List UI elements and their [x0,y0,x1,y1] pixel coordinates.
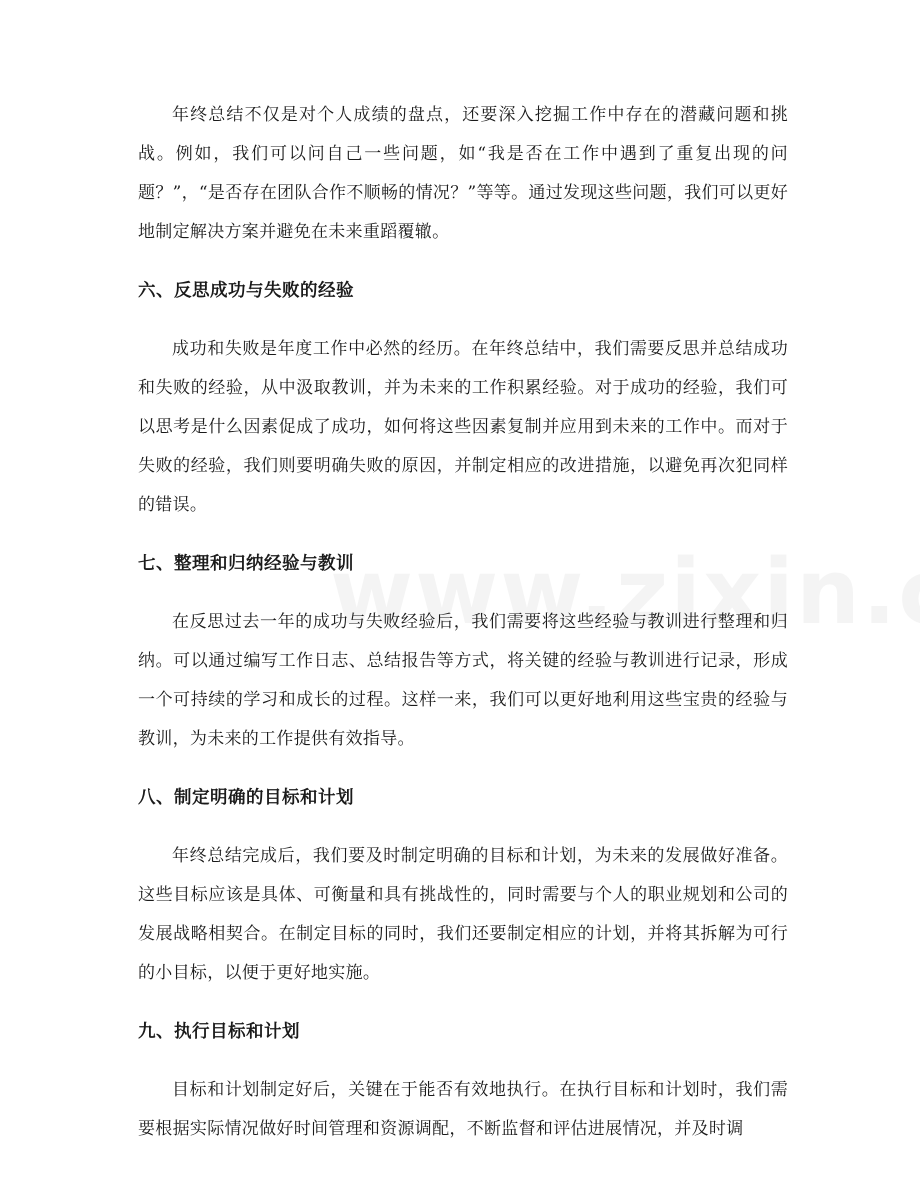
paragraph-intro: 年终总结不仅是对个人成绩的盘点，还要深入挖掘工作中存在的潜藏问题和挑战。例如，我们可以问自己一些问题，如“我是否在工作中遇到了重复出现的问题？”，“是否存在团队合作不顺畅的情况？”等等。通过发现这些问题，我们可以更好地制定解决方案并避免在未来重蹈覆辙。 [138,105,788,242]
paragraph-section-6: 成功和失败是年度工作中必然的经历。在年终总结中，我们需要反思并总结成功和失败的经验，从中汲取教训，并为未来的工作积累经验。对于成功的经验，我们可以思考是什么因素促成了成功，如何将这些因素复制并应用到未来的工作中。而对于失败的经验，我们则要明确失败的原因，并制定相应的改进措施，以避免再次犯同样的错误。 [138,339,788,515]
heading-section-8: 八、制定明确的目标和计划 [138,788,354,808]
paragraph-section-9: 目标和计划制定好后，关键在于能否有效地执行。在执行目标和计划时，我们需要根据实际情况做好时间管理和资源调配，不断监督和评估进展情况，并及时调 [138,1080,788,1139]
document-page [138,96,788,1149]
heading-section-9: 九、执行目标和计划 [138,1022,300,1042]
heading-section-6: 六、反思成功与失败的经验 [138,281,354,301]
paragraph-section-7: 在反思过去一年的成功与失败经验后，我们需要将这些经验与教训进行整理和归纳。可以通过编写工作日志、总结报告等方式，将关键的经验与教训进行记录，形成一个可持续的学习和成长的过程。这样一来，我们可以更好地利用这些宝贵的经验与教训，为未来的工作提供有效指导。 [138,612,788,749]
heading-section-7: 七、整理和归纳经验与教训 [138,554,354,574]
paragraph-section-8: 年终总结完成后，我们要及时制定明确的目标和计划，为未来的发展做好准备。这些目标应该是具体、可衡量和具有挑战性的，同时需要与个人的职业规划和公司的发展战略相契合。在制定目标的同时，我们还要制定相应的计划，并将其拆解为可行的小目标，以便于更好地实施。 [138,846,788,983]
